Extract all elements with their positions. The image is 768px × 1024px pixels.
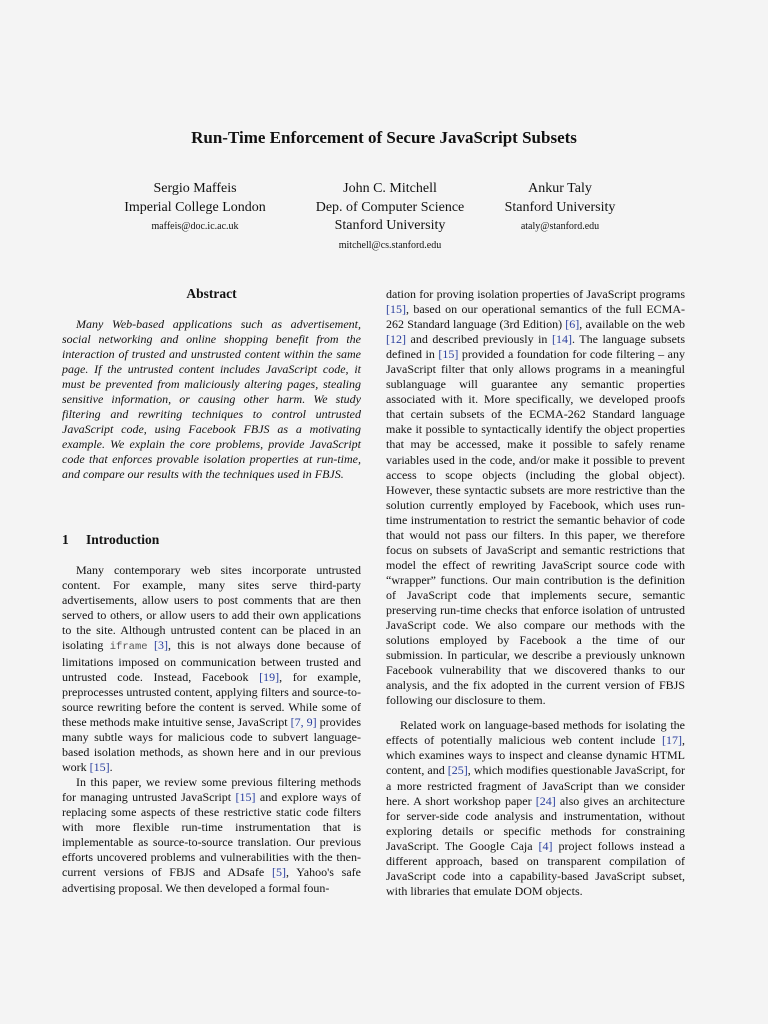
author-name: Ankur Taly	[528, 181, 592, 196]
text-run: provides many subtle ways for malicious code to subvert language-based isolation methods, as shown here and in our previous work	[62, 714, 361, 775]
section-title: Introduction	[86, 531, 160, 547]
author-affiliation: Dep. of Computer Science	[315, 199, 465, 215]
text-run: Many contemporary web sites incorporate untrusted content. For example, many sites serve third-party advertisements, allow users to post comments that are then served to others, or allow users to add their own applications to the site. Although untrusted content can be placed in an isolating	[62, 562, 361, 652]
intro-paragraph-2-continued	[386, 287, 685, 708]
section-number: 1	[62, 531, 69, 547]
citation-link[interactable]: [24]	[535, 793, 556, 808]
citation-link[interactable]: [4]	[538, 838, 553, 853]
code-iframe: iframe	[109, 640, 148, 653]
text-run: dation for proving isolation properties of JavaScript programs	[386, 287, 685, 301]
author-block-mitchell	[305, 180, 475, 256]
author-email: maffeis@doc.ic.ac.uk	[151, 221, 239, 232]
text-run: , this is not always done because of limitations imposed on communication between trusted and untrusted code. Instead, Facebook	[62, 637, 362, 684]
intro-paragraph-1	[62, 563, 361, 776]
text-run: project follows instead a different approach, based on transparent compilation of JavaScript code into a capability-based JavaScript subset, with libraries that emulate DOM objects.	[386, 838, 685, 898]
author-block-maffeis	[115, 180, 275, 237]
author-name: Sergio Maffeis	[153, 181, 237, 196]
citation-link[interactable]: [12]	[386, 332, 406, 347]
author-block-taly	[495, 180, 625, 237]
citation-link[interactable]: [15]	[235, 790, 256, 805]
text-run: , which examines ways to inspect and cleanse dynamic HTML content, and	[386, 733, 685, 778]
intro-paragraph-3	[386, 718, 685, 899]
intro-paragraph-2	[62, 775, 361, 895]
author-email: mitchell@cs.stanford.edu	[338, 239, 442, 251]
text-run: , for example, preprocesses untrusted content, applying filters and source-to-source rewriting before the content is served. While some of these methods make intuitive sense, JavaScript	[62, 669, 361, 729]
citation-link[interactable]: [5]	[271, 865, 286, 880]
text-run: , based on our operational semantics of the full ECMA-262 Standard language (3rd Edition)	[386, 302, 685, 332]
citation-link[interactable]: [3]	[153, 637, 168, 652]
citation-link[interactable]: [7, 9]	[290, 714, 317, 729]
right-column	[386, 287, 685, 899]
citation-link[interactable]: [25]	[447, 763, 468, 778]
citation-link[interactable]: [6]	[565, 317, 580, 332]
text-run: provided a foundation for code filtering – any JavaScript filter that only allows programs in a meaningful sublanguage will guarantee any semantic properties associated with it. More specifically, we developed proofs that certain subsets of the ECMA-262 Standard language make it possible to syntactically identify the object properties that may be accessed, make it possible to safely rename variables used in the code, and/or make it possible to prevent access to scope objects (including the global object). However, these syntactic subsets are more restrictive than the solution currently employed by Facebook, which uses run-time instrumentation to restrict the semantic behavior of code that would not pass our filters. In this paper, we therefore focus on subsets of JavaScript and semantic restrictions that model the effect of rewriting JavaScript source code with “wrapper” functions. Our main contribution is the definition of JavaScript code that implements secure, semantic preserving run-time checks that enforce isolation of untrusted JavaScript code. We also compare our methods with the solutions employed by Facebook a the time of our submission. In particular, we describe a previously unknown Facebook vulnerability that we discovered thanks to our analysis, and the fix adopted in the current version of FBJS following our disclosure to them.	[386, 347, 685, 708]
citation-link[interactable]: [14]	[551, 332, 572, 347]
text-run: and explore ways of replacing some aspects of these restrictive static code filters with more flexible run-time instrumentation that is implementable as source-to-source translation. Our previous efforts uncovered problems and vulnerabilities with the then-current versions of FBJS and ADsafe	[62, 790, 361, 880]
text-run: and described previously in	[406, 332, 552, 347]
citation-link[interactable]: [19]	[259, 669, 280, 684]
author-affiliation: Imperial College London	[124, 199, 266, 215]
author-affiliation: Stanford University	[504, 199, 616, 215]
text-run: Related work on language-based methods for isolating the effects of potentially malicious web content include	[386, 718, 685, 748]
author-email: ataly@stanford.edu	[520, 221, 600, 232]
section-heading	[62, 531, 361, 549]
citation-link[interactable]: [15]	[89, 760, 110, 775]
text-run: , which modifies questionable JavaScript, for a more restricted fragment of JavaScript than we consider here. A short workshop paper	[386, 763, 685, 808]
paper-title: Run-Time Enforcement of Secure JavaScript Subsets	[191, 128, 577, 147]
text-run: .	[109, 760, 113, 775]
text-run: also gives an architecture for server-side code analysis and instrumentation, without exploring details or specific methods for constraining JavaScript. The Google Caja	[386, 793, 685, 853]
text-run: . The language subsets defined in	[386, 332, 685, 362]
text-run: , available on the web	[579, 317, 685, 332]
abstract-text: Many Web-based applications such as advertisement, social networking and online shopping benefit from the interaction of trusted and unstrusted content within the same page. If the untrusted content includes JavaScript code, it must be prevented from maliciously altering pages, stealing sensitive information, or causing other harm. We study filtering and rewriting techniques to control untrusted JavaScript code, using Facebook FBJS as a motivating example. We explain the core problems, provide JavaScript code that enforces provable isolation properties at run-time, and compare our results with the techniques used in FBJS.	[62, 317, 361, 482]
citation-link[interactable]: [15]	[438, 347, 459, 362]
citation-link[interactable]: [17]	[662, 733, 682, 748]
abstract-heading: Abstract	[186, 286, 237, 301]
left-column	[62, 285, 361, 896]
text-run: , Yahoo's safe advertising proposal. We then developed a formal foun-	[62, 865, 361, 895]
author-affiliation: Stanford University	[334, 218, 446, 233]
citation-link[interactable]: [15]	[386, 302, 406, 317]
author-name: John C. Mitchell	[343, 181, 437, 196]
text-run: In this paper, we review some previous filtering methods for managing untrusted JavaScript	[62, 775, 361, 805]
